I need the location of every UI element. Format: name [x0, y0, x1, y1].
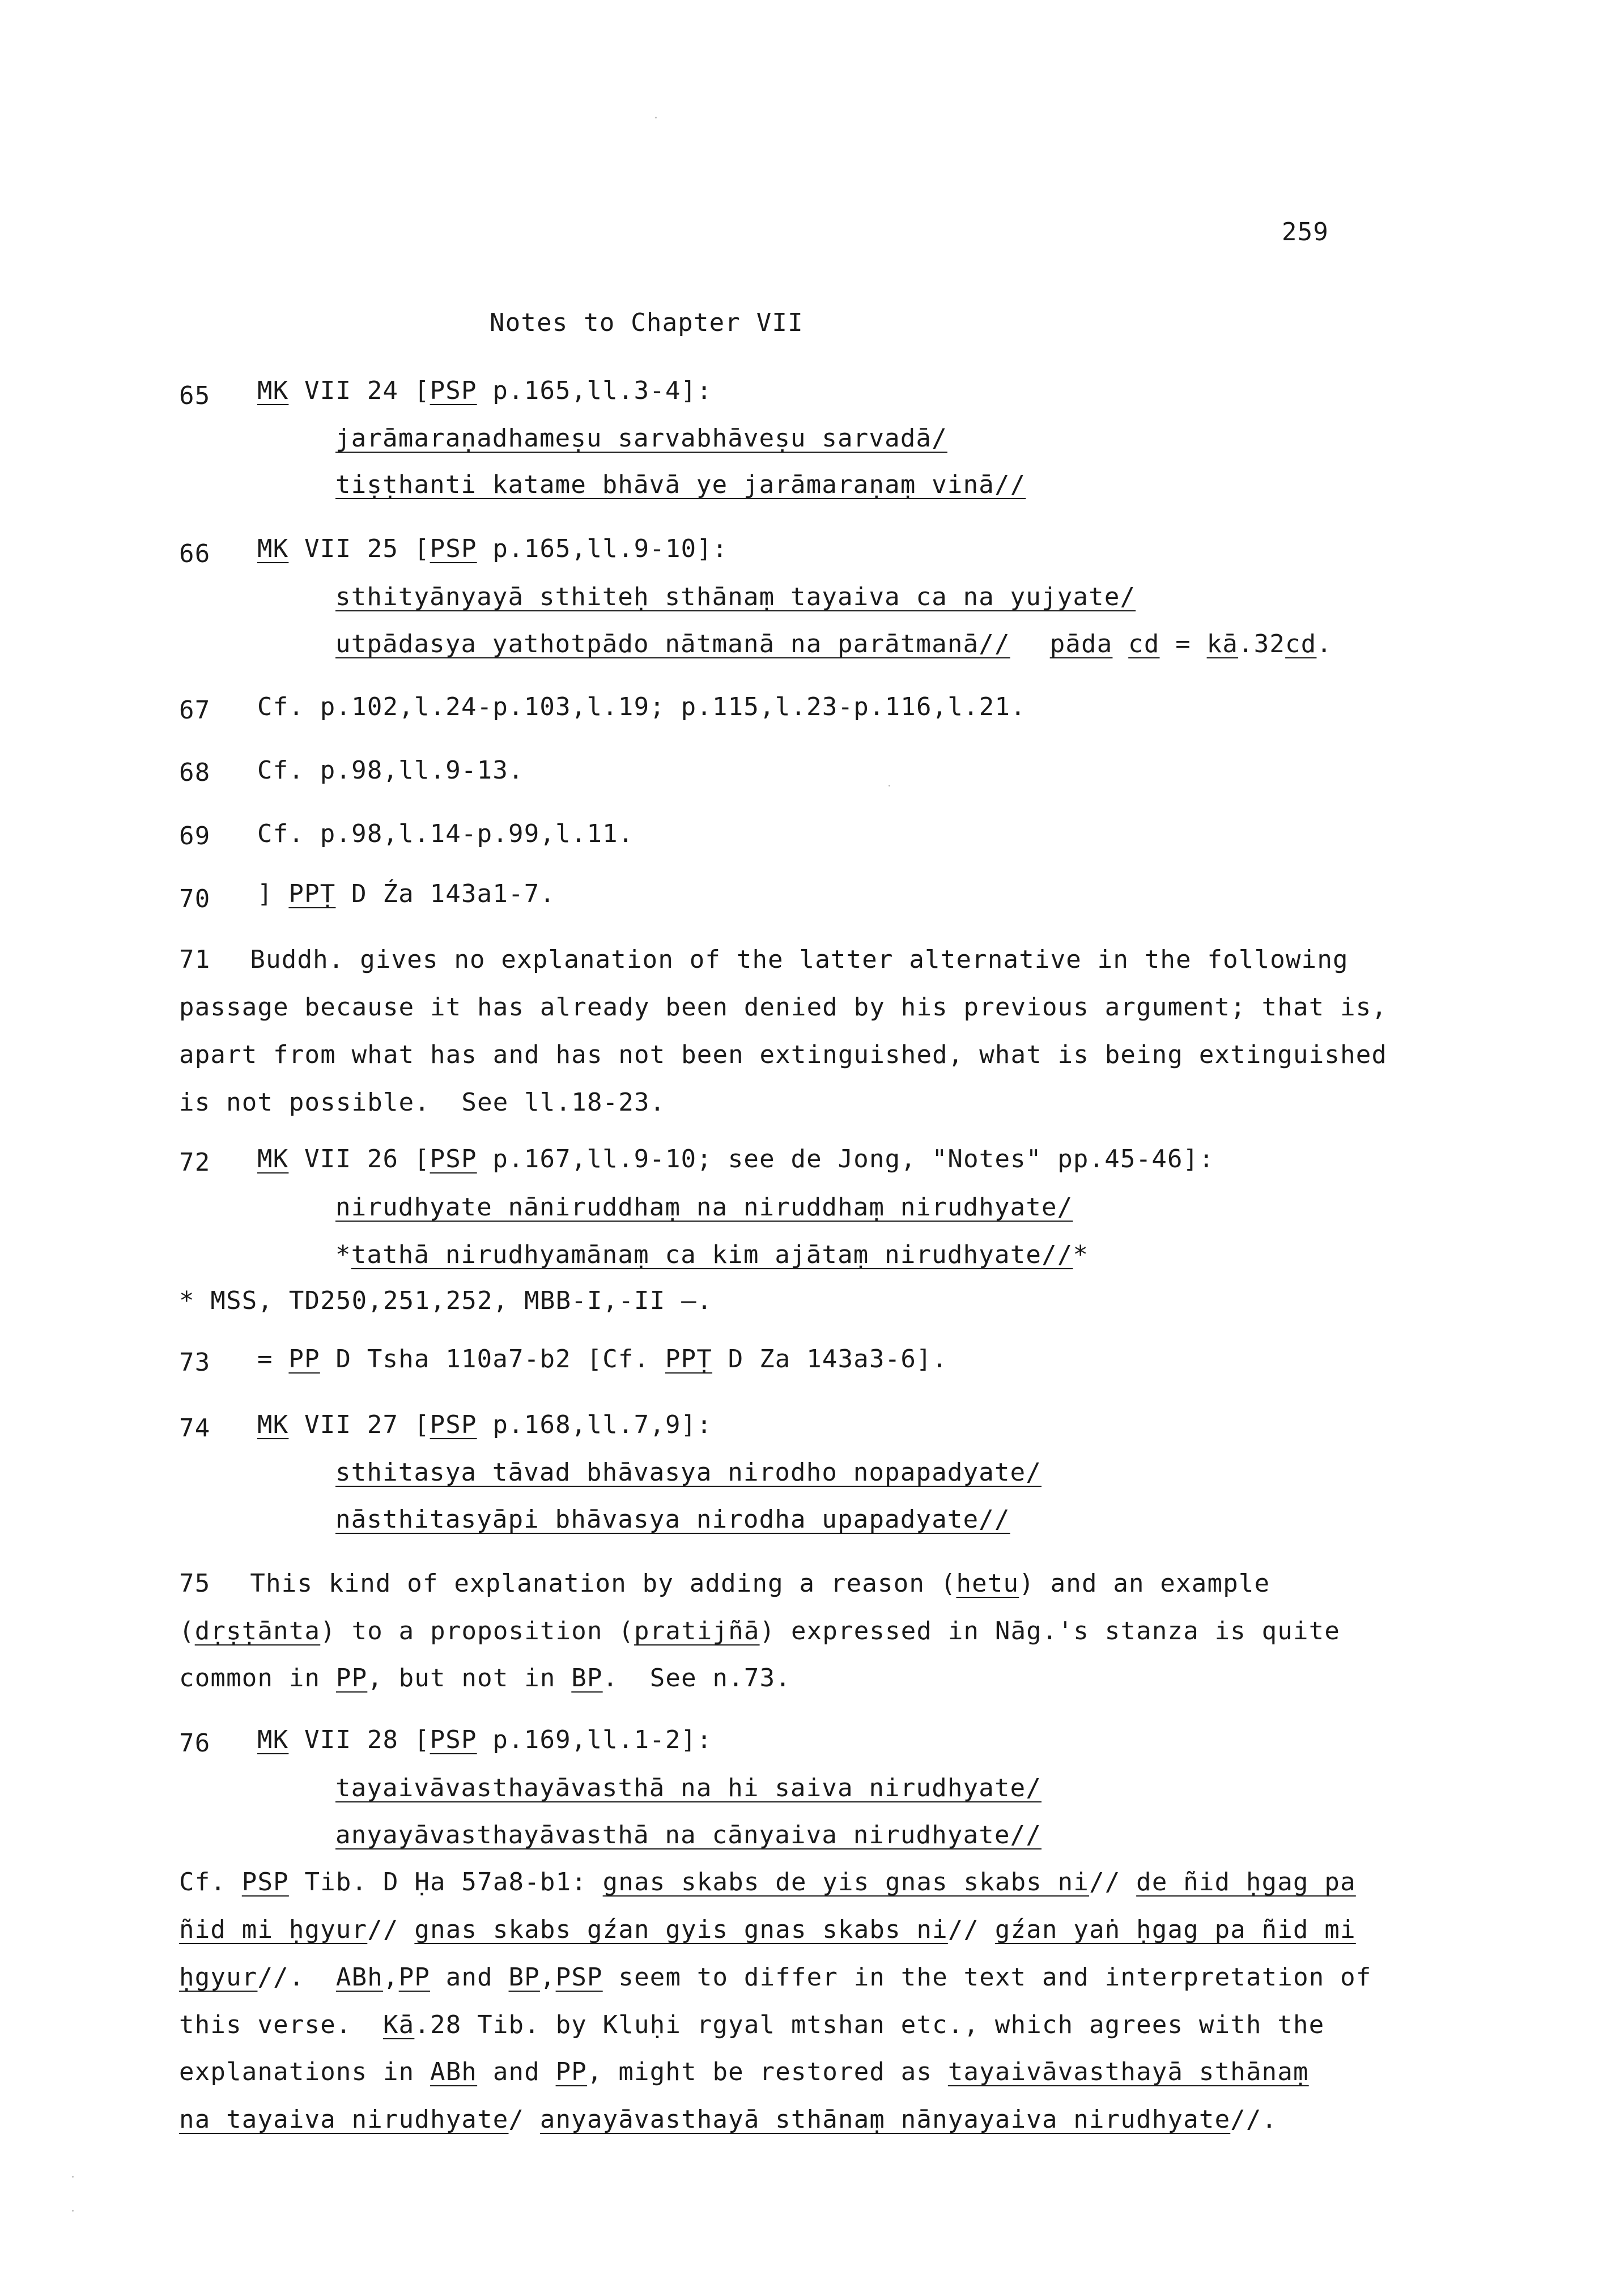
- verse-line: utpādasya yathotpādo nātmanā na parātmanā// pāda cd = kā.32cd.: [335, 630, 1333, 658]
- note-number: 65: [179, 381, 211, 410]
- note-number: 72: [179, 1148, 211, 1177]
- note-paragraph-line: is not possible. See ll.18-23.: [179, 1088, 666, 1117]
- note-text: * MSS, TD250,251,252, MBB-I,-II —.: [179, 1286, 713, 1315]
- verse-line: tayaivāvasthayāvasthā na hi saiva nirudhyate/: [335, 1774, 1042, 1802]
- note-reference: MK VII 28 [PSP p.169,ll.1-2]:: [257, 1725, 713, 1754]
- verse-line: *tathā nirudhyamānaṃ ca kim ajātaṃ nirudhyate//*: [335, 1240, 1089, 1269]
- verse-line: jarāmaraṇadhameṣu sarvabhāveṣu sarvadā/: [335, 424, 947, 453]
- note-text: Cf. p.98,l.14-p.99,l.11.: [257, 819, 634, 848]
- note-reference: MK VII 26 [PSP p.167,ll.9-10; see de Jong, "Notes" pp.45-46]:: [257, 1145, 1215, 1173]
- note-text: = PP D Tsha 110a7-b2 [Cf. PPṬ D Za 143a3-6].: [257, 1345, 948, 1374]
- note-paragraph-line: Cf. PSP Tib. D Ḥa 57a8-b1: gnas skabs de yis gnas skabs ni// de ñid ḥgag pa: [179, 1868, 1356, 1897]
- note-paragraph-line: common in PP, but not in BP. See n.73.: [179, 1664, 791, 1693]
- note-paragraph-line: passage because it has already been denied by his previous argument; that is,: [179, 993, 1388, 1022]
- verse-line: tiṣṭhanti katame bhāvā ye jarāmaraṇaṃ vinā//: [335, 470, 1026, 499]
- note-number: 70: [179, 885, 211, 913]
- note-number: 74: [179, 1414, 211, 1443]
- note-paragraph-line: apart from what has and has not been extinguished, what is being extinguished: [179, 1040, 1388, 1069]
- note-paragraph-line: ḥgyur//. ABh,PP and BP,PSP seem to differ in the text and interpretation of: [179, 1963, 1372, 1992]
- note-number: 73: [179, 1348, 211, 1377]
- note-paragraph-line: na tayaiva nirudhyate/ anyayāvasthayā sthānaṃ nānyayaiva nirudhyate//.: [179, 2105, 1278, 2134]
- note-reference: MK VII 24 [PSP p.165,ll.3-4]:: [257, 376, 713, 405]
- note-paragraph-line: ñid mi ḥgyur// gnas skabs gźan gyis gnas skabs ni// gźan yaṅ ḥgag pa ñid mi: [179, 1915, 1356, 1944]
- note-paragraph-line: explanations in ABh and PP, might be restored as tayaivāvasthayā sthānaṃ: [179, 2057, 1309, 2086]
- chapter-heading: Notes to Chapter VII: [490, 308, 804, 337]
- note-text: Cf. p.102,l.24-p.103,l.19; p.115,l.23-p.116,l.21.: [257, 692, 1026, 721]
- note-number: 67: [179, 696, 211, 725]
- verse-line: sthityānyayā sthiteḥ sthānaṃ tayaiva ca na yujyate/: [335, 582, 1136, 611]
- scan-speck: [888, 785, 890, 786]
- verse-line: anyayāvasthayāvasthā na cānyaiva nirudhyate//: [335, 1821, 1042, 1849]
- note-text: ] PPṬ D Źa 143a1-7.: [257, 879, 556, 908]
- note-reference: MK VII 25 [PSP p.165,ll.9-10]:: [257, 534, 728, 563]
- scan-speck: [655, 117, 657, 118]
- note-paragraph-line: 71 Buddh. gives no explanation of the latter alternative in the following: [179, 945, 1349, 974]
- verse-line: sthitasya tāvad bhāvasya nirodho nopapadyate/: [335, 1458, 1042, 1487]
- note-paragraph-line: (dṛṣṭānta) to a proposition (pratijñā) expressed in Nāg.'s stanza is quite: [179, 1617, 1341, 1646]
- page-number: 259: [1282, 218, 1329, 246]
- verse-line: nāsthitasyāpi bhāvasya nirodha upapadyate//: [335, 1505, 1010, 1534]
- note-number: 69: [179, 822, 211, 851]
- scan-speck: [72, 2176, 74, 2178]
- note-number: 66: [179, 539, 211, 568]
- note-number: 76: [179, 1729, 211, 1758]
- note-paragraph-line: 75 This kind of explanation by adding a reason (hetu) and an example: [179, 1569, 1270, 1598]
- note-paragraph-line: this verse. Kā.28 Tib. by Kluḥi rgyal mtshan etc., which agrees with the: [179, 2010, 1325, 2039]
- note-reference: MK VII 27 [PSP p.168,ll.7,9]:: [257, 1410, 713, 1439]
- verse-line: nirudhyate nāniruddhaṃ na niruddhaṃ nirudhyate/: [335, 1193, 1073, 1222]
- note-text: Cf. p.98,ll.9-13.: [257, 756, 524, 785]
- note-number: 68: [179, 758, 211, 787]
- scan-speck: [72, 2210, 74, 2212]
